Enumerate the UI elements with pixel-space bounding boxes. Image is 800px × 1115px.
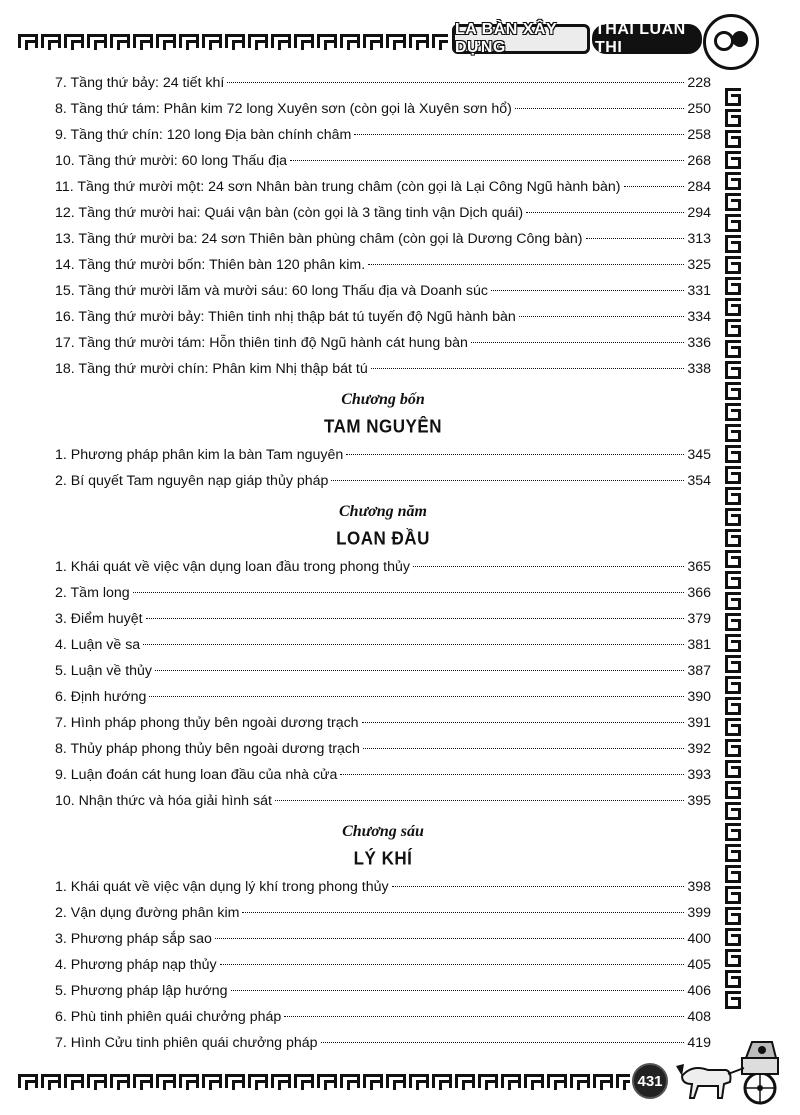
dot-leader: [215, 938, 684, 939]
toc-entry-label: 2. Tầm long: [55, 585, 130, 601]
toc-entry-label: 1. Phương pháp phân kim la bàn Tam nguyên: [55, 447, 344, 463]
toc-entry-page: 258: [687, 127, 711, 143]
greek-key-ornament: [524, 1074, 544, 1088]
greek-key-ornament: [725, 277, 741, 295]
toc-entry-page: 393: [687, 767, 711, 783]
toc-entry-page: 366: [687, 585, 711, 601]
footer-border-band: [18, 1074, 630, 1090]
toc-entry[interactable]: [55, 632, 711, 658]
table-of-contents: [55, 70, 711, 1056]
toc-entry-page: 381: [687, 637, 711, 653]
author-name: THÁI LUÂN THI: [592, 24, 702, 54]
toc-entry-page: 325: [687, 257, 711, 273]
toc-entry[interactable]: [55, 554, 711, 580]
toc-entry-label: 8. Thủy pháp phong thủy bên ngoài dương trạch: [55, 741, 360, 757]
greek-key-ornament: [478, 1074, 498, 1088]
dot-leader: [290, 160, 684, 161]
greek-key-ornament: [133, 34, 153, 48]
dot-leader: [624, 186, 685, 187]
greek-key-ornament: [202, 1074, 222, 1088]
greek-key-ornament: [570, 1074, 590, 1088]
dot-leader: [149, 696, 684, 697]
toc-entry-page: 408: [687, 1009, 711, 1025]
toc-entry[interactable]: [55, 330, 711, 356]
dot-leader: [586, 238, 685, 239]
greek-key-ornament: [725, 172, 741, 190]
toc-entry-page: 419: [687, 1035, 711, 1051]
book-title: LA BÀN XÂY DỰNG: [452, 24, 590, 54]
greek-key-ornament: [725, 361, 741, 379]
greek-key-ornament: [725, 109, 741, 127]
toc-entry-page: 250: [687, 101, 711, 117]
toc-entry-page: 331: [687, 283, 711, 299]
greek-key-ornament: [225, 1074, 245, 1088]
greek-key-ornament: [386, 1074, 406, 1088]
greek-key-ornament: [725, 718, 741, 736]
toc-entry-label: 7. Hình pháp phong thủy bên ngoài dương trạch: [55, 715, 359, 731]
greek-key-ornament: [225, 34, 245, 48]
toc-entry[interactable]: [55, 1004, 711, 1030]
greek-key-ornament: [725, 676, 741, 694]
toc-entry[interactable]: [55, 606, 711, 632]
greek-key-ornament: [110, 1074, 130, 1088]
toc-entry-label: 9. Luận đoán cát hung loan đầu của nhà cửa: [55, 767, 338, 783]
greek-key-ornament: [725, 886, 741, 904]
greek-key-ornament: [725, 697, 741, 715]
toc-entry-label: 4. Luận về sa: [55, 637, 141, 653]
toc-entry[interactable]: [55, 978, 711, 1004]
toc-entry[interactable]: [55, 900, 711, 926]
toc-entry-page: 284: [687, 179, 711, 195]
dot-leader: [340, 774, 684, 775]
horse-cart-illustration-icon: [672, 1036, 792, 1106]
toc-entry-label: 8. Tầng thứ tám: Phân kim 72 long Xuyên sơn (còn gọi là Xuyên sơn hổ): [55, 101, 512, 117]
dot-leader: [242, 912, 684, 913]
dot-leader: [331, 480, 684, 481]
dot-leader: [362, 722, 685, 723]
side-border-band: [725, 88, 743, 1030]
dot-leader: [133, 592, 685, 593]
toc-entry[interactable]: [55, 736, 711, 762]
greek-key-ornament: [110, 34, 130, 48]
greek-key-ornament: [18, 34, 38, 48]
greek-key-ornament: [271, 34, 291, 48]
chapter-heading: Chương năm: [339, 503, 427, 520]
greek-key-ornament: [725, 508, 741, 526]
toc-entry[interactable]: [55, 874, 711, 900]
toc-entry-label: 10. Nhận thức và hóa giải hình sát: [55, 793, 272, 809]
toc-entry-page: 400: [687, 931, 711, 947]
publisher-logo-icon: [703, 14, 759, 70]
toc-entry-label: 12. Tầng thứ mười hai: Quái vận bàn (còn gọi là 3 tầng tinh vận Dịch quái): [55, 205, 524, 221]
greek-key-ornament: [725, 130, 741, 148]
toc-entry[interactable]: [55, 442, 711, 468]
toc-entry-label: 6. Phù tinh phiên quái chưởng pháp: [55, 1009, 282, 1025]
toc-entry-page: 268: [687, 153, 711, 169]
dot-leader: [526, 212, 684, 213]
toc-entry[interactable]: [55, 278, 711, 304]
greek-key-ornament: [725, 403, 741, 421]
toc-entry[interactable]: [55, 70, 711, 96]
dot-leader: [363, 748, 684, 749]
toc-entry-label: 5. Luận về thủy: [55, 663, 153, 679]
toc-entry-label: 15. Tầng thứ mười lăm và mười sáu: 60 long Thấu địa và Doanh súc: [55, 283, 489, 299]
greek-key-ornament: [294, 34, 314, 48]
toc-entry-label: 17. Tầng thứ mười tám: Hỗn thiên tinh độ Ngũ hành cát hung bàn: [55, 335, 468, 351]
greek-key-ornament: [616, 1074, 630, 1088]
greek-key-ornament: [725, 823, 741, 841]
greek-key-ornament: [432, 34, 448, 48]
greek-key-ornament: [725, 739, 741, 757]
greek-key-ornament: [409, 34, 429, 48]
toc-entry[interactable]: [55, 174, 711, 200]
greek-key-ornament: [725, 256, 741, 274]
toc-entry-page: 387: [687, 663, 711, 679]
toc-entry-label: 1. Khái quát về việc vận dụng loan đầu trong phong thủy: [55, 559, 410, 575]
greek-key-ornament: [725, 340, 741, 358]
dot-leader: [491, 290, 684, 291]
greek-key-ornament: [725, 550, 741, 568]
greek-key-ornament: [725, 907, 741, 925]
greek-key-ornament: [363, 1074, 383, 1088]
dot-leader: [519, 316, 685, 317]
greek-key-ornament: [64, 1074, 84, 1088]
greek-key-ornament: [725, 88, 741, 106]
toc-entry[interactable]: [55, 684, 711, 710]
toc-entry[interactable]: [55, 226, 711, 252]
greek-key-ornament: [179, 1074, 199, 1088]
toc-entry-page: 336: [687, 335, 711, 351]
greek-key-ornament: [725, 445, 741, 463]
toc-entry[interactable]: [55, 122, 711, 148]
greek-key-ornament: [41, 1074, 61, 1088]
greek-key-ornament: [64, 34, 84, 48]
greek-key-ornament: [87, 1074, 107, 1088]
greek-key-ornament: [133, 1074, 153, 1088]
toc-entry-page: 345: [687, 447, 711, 463]
greek-key-ornament: [455, 1074, 475, 1088]
toc-entry-label: 2. Bí quyết Tam nguyên nạp giáp thủy pháp: [55, 473, 329, 489]
greek-key-ornament: [725, 991, 741, 1009]
dot-leader: [284, 1016, 684, 1017]
dot-leader: [220, 964, 685, 965]
dot-leader: [321, 1042, 685, 1043]
dot-leader: [354, 134, 684, 135]
toc-entry-label: 3. Điểm huyệt: [55, 611, 143, 627]
dot-leader: [368, 264, 684, 265]
greek-key-ornament: [248, 34, 268, 48]
toc-entry-page: 338: [687, 361, 711, 377]
toc-entry[interactable]: [55, 96, 711, 122]
greek-key-ornament: [725, 571, 741, 589]
greek-key-ornament: [202, 34, 222, 48]
greek-key-ornament: [725, 760, 741, 778]
toc-entry[interactable]: [55, 1030, 711, 1056]
greek-key-ornament: [725, 634, 741, 652]
toc-entry-page: 390: [687, 689, 711, 705]
toc-entry-label: 14. Tầng thứ mười bốn: Thiên bàn 120 phân kim.: [55, 257, 366, 273]
greek-key-ornament: [294, 1074, 314, 1088]
toc-entry-label: 1. Khái quát về việc vận dụng lý khí trong phong thủy: [55, 879, 389, 895]
toc-entry[interactable]: [55, 710, 711, 736]
greek-key-ornament: [18, 1074, 38, 1088]
toc-entry[interactable]: [55, 148, 711, 174]
toc-entry-page: 399: [687, 905, 711, 921]
toc-entry[interactable]: [55, 658, 711, 684]
toc-entry[interactable]: [55, 762, 711, 788]
greek-key-ornament: [725, 865, 741, 883]
greek-key-ornament: [340, 34, 360, 48]
toc-entry-page: 228: [687, 75, 711, 91]
greek-key-ornament: [725, 319, 741, 337]
greek-key-ornament: [725, 382, 741, 400]
chapter-title: LOAN ĐẦU: [336, 528, 430, 549]
toc-entry-page: 405: [687, 957, 711, 973]
greek-key-ornament: [87, 34, 107, 48]
greek-key-ornament: [547, 1074, 567, 1088]
header-border-band: [18, 34, 448, 50]
greek-key-ornament: [725, 781, 741, 799]
dot-leader: [143, 644, 684, 645]
toc-entry-page: 406: [687, 983, 711, 999]
toc-entry-label: 7. Hình Cửu tinh phiên quái chưởng pháp: [55, 1035, 318, 1051]
dot-leader: [231, 990, 685, 991]
toc-entry-page: 354: [687, 473, 711, 489]
toc-entry-page: 395: [687, 793, 711, 809]
dot-leader: [155, 670, 684, 671]
greek-key-ornament: [248, 1074, 268, 1088]
toc-entry[interactable]: [55, 356, 711, 382]
chapter-title: TAM NGUYÊN: [323, 416, 442, 437]
dot-leader: [275, 800, 684, 801]
toc-entry[interactable]: [55, 788, 711, 814]
greek-key-ornament: [156, 1074, 176, 1088]
dot-leader: [227, 82, 684, 83]
greek-key-ornament: [409, 1074, 429, 1088]
greek-key-ornament: [725, 529, 741, 547]
greek-key-ornament: [725, 151, 741, 169]
toc-entry-label: 9. Tầng thứ chín: 120 long Địa bàn chính châm: [55, 127, 352, 143]
greek-key-ornament: [501, 1074, 521, 1088]
toc-entry-label: 5. Phương pháp lập hướng: [55, 983, 228, 999]
toc-entry-page: 379: [687, 611, 711, 627]
dot-leader: [413, 566, 684, 567]
greek-key-ornament: [725, 844, 741, 862]
greek-key-ornament: [179, 34, 199, 48]
dot-leader: [146, 618, 685, 619]
toc-entry-page: 391: [687, 715, 711, 731]
greek-key-ornament: [725, 193, 741, 211]
greek-key-ornament: [725, 928, 741, 946]
toc-entry[interactable]: [55, 926, 711, 952]
greek-key-ornament: [593, 1074, 613, 1088]
toc-entry-page: 334: [687, 309, 711, 325]
toc-entry[interactable]: [55, 468, 711, 494]
greek-key-ornament: [725, 214, 741, 232]
toc-entry-page: 294: [687, 205, 711, 221]
chapter-title: LÝ KHÍ: [353, 848, 413, 869]
greek-key-ornament: [725, 655, 741, 673]
toc-entry-page: 392: [687, 741, 711, 757]
greek-key-ornament: [725, 613, 741, 631]
greek-key-ornament: [432, 1074, 452, 1088]
toc-entry-label: 2. Vận dụng đường phân kim: [55, 905, 240, 921]
greek-key-ornament: [41, 34, 61, 48]
greek-key-ornament: [725, 970, 741, 988]
greek-key-ornament: [725, 424, 741, 442]
toc-entry[interactable]: [55, 580, 711, 606]
toc-entry-label: 13. Tầng thứ mười ba: 24 sơn Thiên bàn phùng châm (còn gọi là Dương Công bàn): [55, 231, 583, 247]
toc-entry-page: 365: [687, 559, 711, 575]
toc-entry-label: 10. Tầng thứ mười: 60 long Thấu địa: [55, 153, 288, 169]
greek-key-ornament: [725, 592, 741, 610]
toc-entry-label: 3. Phương pháp sắp sao: [55, 931, 212, 947]
toc-entry[interactable]: [55, 304, 711, 330]
dot-leader: [392, 886, 685, 887]
toc-entry-label: 18. Tầng thứ mười chín: Phân kim Nhị thập bát tú: [55, 361, 368, 377]
dot-leader: [346, 454, 684, 455]
greek-key-ornament: [317, 1074, 337, 1088]
chapter-heading: Chương sáu: [342, 823, 424, 840]
toc-entry-page: 313: [687, 231, 711, 247]
greek-key-ornament: [725, 802, 741, 820]
greek-key-ornament: [725, 949, 741, 967]
dot-leader: [515, 108, 684, 109]
toc-entry[interactable]: [55, 200, 711, 226]
greek-key-ornament: [156, 34, 176, 48]
toc-entry-label: 7. Tầng thứ bảy: 24 tiết khí: [55, 75, 225, 91]
greek-key-ornament: [340, 1074, 360, 1088]
toc-entry-label: 16. Tầng thứ mười bảy: Thiên tinh nhị thập bát tú tuyến độ Ngũ hành bàn: [55, 309, 516, 325]
dot-leader: [371, 368, 685, 369]
toc-entry-page: 398: [687, 879, 711, 895]
greek-key-ornament: [317, 34, 337, 48]
chapter-heading: Chương bốn: [341, 391, 425, 408]
greek-key-ornament: [725, 466, 741, 484]
toc-entry[interactable]: [55, 252, 711, 278]
greek-key-ornament: [725, 298, 741, 316]
greek-key-ornament: [725, 487, 741, 505]
toc-entry-label: 6. Định hướng: [55, 689, 147, 705]
greek-key-ornament: [725, 235, 741, 253]
greek-key-ornament: [363, 34, 383, 48]
toc-entry-label: 4. Phương pháp nạp thủy: [55, 957, 217, 973]
toc-entry-label: 11. Tầng thứ mười một: 24 sơn Nhân bàn trung châm (còn gọi là Lại Công Ngũ hành bàn): [55, 179, 621, 195]
greek-key-ornament: [271, 1074, 291, 1088]
dot-leader: [471, 342, 684, 343]
toc-entry[interactable]: [55, 952, 711, 978]
greek-key-ornament: [386, 34, 406, 48]
page-number-badge: 431: [632, 1063, 668, 1099]
